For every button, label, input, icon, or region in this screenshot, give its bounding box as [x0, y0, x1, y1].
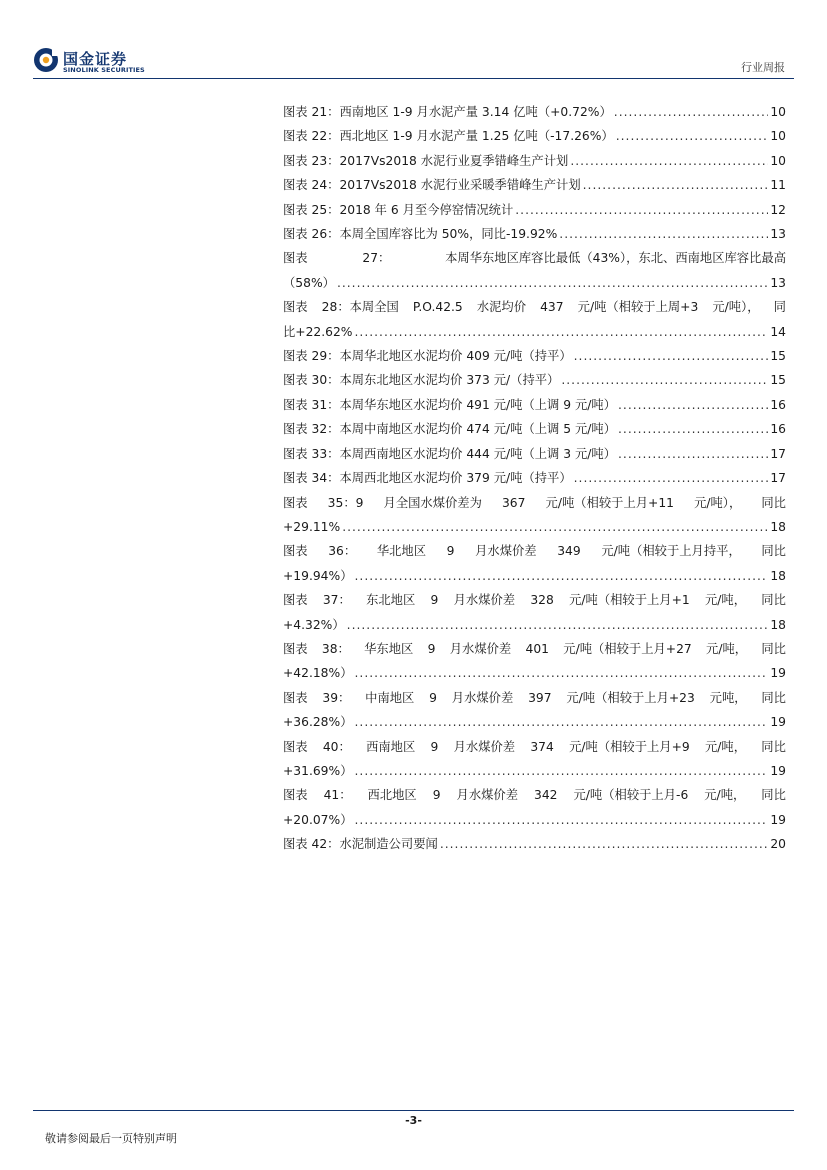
toc-entry-segment: 元吨，	[709, 690, 747, 705]
toc-entry-title: +36.28%）	[283, 715, 353, 730]
toc-entry-segment: 元/吨），	[712, 300, 760, 315]
toc-entry-first-line	[283, 637, 786, 661]
toc-entry-first-line	[283, 539, 786, 563]
toc-entry-segment: 月水煤价差	[449, 641, 512, 656]
toc-entry-segment: 元/吨），	[694, 495, 742, 510]
toc-leader-dots	[355, 759, 769, 783]
sinolink-logo-icon	[33, 46, 59, 74]
toc-leader-dots	[355, 710, 769, 734]
toc-page-number: 16	[770, 397, 786, 412]
toc-page-number: 20	[770, 837, 786, 852]
toc-page-number: 17	[770, 446, 786, 461]
toc-leader-dots	[614, 100, 769, 124]
toc-entry[interactable]	[283, 735, 786, 784]
toc-entry-segment: 9	[432, 788, 441, 803]
toc-entry-segment: 图表	[283, 739, 308, 754]
toc-entry-first-line	[283, 783, 786, 807]
toc-leader-dots	[440, 832, 769, 856]
toc-leader-dots	[561, 368, 768, 392]
toc-entry-title: 图表 34：本周西北地区水泥均价 379 元/吨（持平）	[283, 471, 572, 486]
toc-leader-dots	[616, 124, 769, 148]
toc-entry-segment: 同比	[761, 690, 786, 705]
toc-leader-dots	[337, 271, 768, 295]
toc-page-number: 10	[770, 153, 786, 168]
toc-entry-segment: 元/吨（相较于上月持平，	[601, 544, 741, 559]
toc-entry-segment: 本周华东地区库容比最低（43%），东北、西南地区库容比最高	[445, 251, 786, 266]
toc-entry-segment: 元/吨（相较于上月-6	[573, 788, 689, 803]
toc-entry-segment: P.O.42.5	[412, 300, 463, 315]
toc-entry[interactable]	[283, 783, 786, 832]
toc-entry-segment: 41：	[323, 788, 352, 803]
toc-entry-segment: 月水煤价差	[453, 739, 516, 754]
toc-entry-segment: 图表	[283, 641, 308, 656]
toc-page-number: 10	[770, 129, 786, 144]
toc-entry-segment: 349	[557, 544, 581, 559]
toc-entry[interactable]	[283, 173, 786, 197]
toc-page-number: 16	[770, 422, 786, 437]
toc-entry-segment: 华东地区	[364, 641, 414, 656]
toc-page-number: 12	[770, 202, 786, 217]
toc-entry-segment: 图表	[283, 544, 308, 559]
toc-entry-title: 图表 26：本周全国库容比为 50%，同比-19.92%	[283, 227, 558, 242]
toc-page-number: 19	[770, 715, 786, 730]
toc-entry-segment: 40：	[322, 739, 351, 754]
toc-page-number: 15	[770, 349, 786, 364]
toc-entry[interactable]	[283, 491, 786, 540]
toc-leader-dots	[618, 393, 768, 417]
toc-page-number: 19	[770, 666, 786, 681]
toc-entry-segment: 西北地区	[367, 788, 417, 803]
toc-leader-dots	[574, 344, 769, 368]
toc-entry[interactable]	[283, 442, 786, 466]
toc-entry-segment: 367	[501, 495, 526, 510]
toc-entry-segment: 东北地区	[366, 593, 416, 608]
toc-leader-dots	[583, 173, 769, 197]
toc-entry-segment: 同比	[761, 495, 786, 510]
toc-entry[interactable]	[283, 588, 786, 637]
toc-entry[interactable]	[283, 417, 786, 441]
toc-entry[interactable]	[283, 832, 786, 856]
toc-entry-title: 图表 25：2018 年 6 月至今停窑情况统计	[283, 202, 514, 217]
toc-entry-segment: 同比	[761, 788, 786, 803]
toc-page-number: 10	[770, 105, 786, 119]
toc-entry-title: +20.07%）	[283, 812, 353, 827]
toc-entry-segment: 9	[446, 544, 455, 559]
toc-entry-segment: 437	[540, 300, 564, 315]
toc-entry-segment: 元/吨（相较于上月+11	[545, 495, 674, 510]
toc-leader-dots	[347, 613, 769, 637]
toc-entry-segment: 同比	[761, 739, 786, 754]
toc-page-number: 13	[770, 275, 786, 290]
toc-entry-segment: 元/吨（相较于上月+23	[566, 690, 695, 705]
toc-entry-segment: 同比	[761, 544, 786, 559]
toc-entry-segment: 西南地区	[366, 739, 416, 754]
toc-entry[interactable]	[283, 222, 786, 246]
toc-entry-title: +4.32%）	[283, 617, 345, 632]
toc-entry-title: 图表 33：本周西南地区水泥均价 444 元/吨（上调 3 元/吨）	[283, 446, 617, 461]
toc-entry-segment: 元/吨（相较于上月+1	[569, 593, 690, 608]
toc-page-number: 14	[770, 324, 786, 339]
toc-entry[interactable]	[283, 149, 786, 173]
toc-entry-segment: 374	[530, 739, 554, 754]
toc-entry[interactable]	[283, 686, 786, 735]
toc-entry-first-line	[283, 246, 786, 270]
toc-entry[interactable]	[283, 393, 786, 417]
toc-page-number: 18	[770, 617, 786, 632]
toc-entry-segment: 图表	[283, 690, 308, 705]
toc-entry-segment: 元/吨（相较于上月+9	[569, 739, 690, 754]
toc-page-number: 11	[770, 178, 786, 193]
toc-entry-segment: 月水煤价差	[475, 544, 537, 559]
toc-entry-first-line	[283, 686, 786, 710]
toc-entry-title: 图表 24：2017Vs2018 水泥行业采暖季错峰生产计划	[283, 178, 581, 193]
toc-entry[interactable]	[283, 539, 786, 588]
toc-leader-dots	[342, 515, 768, 539]
toc-entry-segment: 元/吨（相较于上月+27	[563, 641, 692, 656]
toc-page-number: 17	[770, 471, 786, 486]
toc-entry-segment: 华北地区	[376, 544, 427, 559]
footer-divider	[33, 1110, 794, 1111]
toc-entry-title: 图表 29：本周华北地区水泥均价 409 元/吨（持平）	[283, 349, 572, 364]
toc-entry-segment: 图表	[283, 300, 308, 315]
toc-entry-segment: 同比	[761, 641, 786, 656]
toc-leader-dots	[618, 442, 768, 466]
toc-entry-segment: 9	[430, 739, 439, 754]
toc-entry-segment: 27：	[362, 251, 391, 266]
toc-entry-segment: 元/吨，	[704, 788, 746, 803]
report-type-label: 行业周报	[741, 61, 785, 74]
toc-entry-segment: 月水煤价差	[451, 690, 514, 705]
toc-entry-segment: 图表	[283, 593, 308, 608]
toc-entry-title: 图表 42：水泥制造公司要闻	[283, 837, 438, 852]
page-number: -3-	[405, 1114, 422, 1127]
toc-page-number: 19	[770, 812, 786, 827]
toc-entry-title: 比+22.62%	[283, 324, 353, 339]
toc-entry-segment: 328	[530, 593, 554, 608]
toc-entry[interactable]	[283, 100, 786, 124]
toc-entry-segment: 水泥均价	[476, 300, 527, 315]
toc-entry-first-line	[283, 735, 786, 759]
toc-entry-first-line	[283, 491, 786, 515]
header-divider	[33, 78, 794, 79]
toc-entry[interactable]	[283, 368, 786, 392]
toc-entry-segment: 37：	[322, 593, 351, 608]
toc-entry-title: 图表 21：西南地区 1-9 月水泥产量 3.14 亿吨（+0.72%）	[283, 105, 612, 119]
toc-leader-dots	[559, 222, 768, 246]
toc-entry-segment: 图表	[283, 251, 308, 266]
toc-leader-dots	[574, 466, 769, 490]
toc-leader-dots	[515, 198, 768, 222]
toc-page-number: 19	[770, 763, 786, 778]
toc-page-number: 18	[770, 568, 786, 583]
toc-entry-segment: 401	[525, 641, 549, 656]
toc-entry-segment: 342	[534, 788, 558, 803]
toc-entry-segment: 月水煤价差	[453, 593, 516, 608]
toc-entry[interactable]	[283, 466, 786, 490]
toc-entry-segment: 同比	[761, 593, 786, 608]
toc-entry-title: +42.18%）	[283, 666, 353, 681]
toc-entry-segment: 图表	[283, 788, 308, 803]
toc-entry-first-line	[283, 295, 786, 319]
toc-entry-first-line	[283, 588, 786, 612]
toc-leader-dots	[355, 661, 769, 685]
toc-entry-segment: 同	[773, 300, 786, 315]
toc-leader-dots	[570, 149, 768, 173]
toc-entry-title: 图表 23：2017Vs2018 水泥行业夏季错峰生产计划	[283, 153, 569, 168]
disclaimer-note: 敬请参阅最后一页特别声明	[45, 1132, 177, 1145]
toc-entry-segment: 39：	[322, 690, 351, 705]
toc-entry-segment: 397	[528, 690, 552, 705]
toc-entry-title: +31.69%）	[283, 763, 353, 778]
toc-page-number: 18	[770, 519, 786, 534]
toc-entry-segment: 38：	[321, 641, 350, 656]
table-of-figures	[283, 100, 786, 857]
toc-leader-dots	[618, 417, 768, 441]
toc-entry-segment: 月水煤价差	[456, 788, 519, 803]
toc-entry-title: 图表 32：本周中南地区水泥均价 474 元/吨（上调 5 元/吨）	[283, 422, 617, 437]
toc-entry-segment: 9	[429, 690, 437, 705]
toc-entry[interactable]	[283, 198, 786, 222]
toc-entry-segment: 元/吨（相较于上周+3	[577, 300, 699, 315]
toc-entry-title: （58%）	[283, 275, 335, 290]
logo-english-name: SINOLINK SECURITIES	[63, 66, 145, 74]
toc-leader-dots	[355, 564, 769, 588]
toc-page-number: 13	[770, 227, 786, 242]
toc-entry-segment: 中南地区	[365, 690, 415, 705]
toc-entry-segment: 元/吨，	[706, 641, 748, 656]
toc-entry-segment: 28：本周全国	[321, 300, 399, 315]
toc-entry[interactable]	[283, 246, 786, 295]
toc-entry-segment: 36：	[328, 544, 357, 559]
toc-entry-segment: 元/吨，	[704, 739, 747, 754]
toc-entry[interactable]	[283, 295, 786, 344]
toc-entry[interactable]	[283, 344, 786, 368]
toc-leader-dots	[355, 808, 769, 832]
toc-leader-dots	[355, 320, 769, 344]
toc-entry-segment: 9	[427, 641, 436, 656]
logo-chinese-name: 国金证券	[63, 50, 128, 68]
toc-entry[interactable]	[283, 637, 786, 686]
toc-entry-title: +29.11%	[283, 519, 341, 534]
toc-page-number: 15	[770, 373, 786, 388]
toc-entry-segment: 35：9	[327, 495, 364, 510]
toc-entry-title: 图表 30：本周东北地区水泥均价 373 元/（持平）	[283, 373, 560, 388]
toc-entry-segment: 图表	[283, 495, 308, 510]
toc-entry-segment: 月全国水煤价差为	[383, 495, 482, 510]
toc-entry-title: +19.94%）	[283, 568, 353, 583]
toc-entry[interactable]	[283, 124, 786, 148]
toc-entry-title: 图表 31：本周华东地区水泥均价 491 元/吨（上调 9 元/吨）	[283, 397, 617, 412]
toc-entry-segment: 9	[430, 593, 439, 608]
toc-entry-title: 图表 22：西北地区 1-9 月水泥产量 1.25 亿吨（-17.26%）	[283, 129, 614, 144]
page-header	[0, 0, 827, 80]
toc-entry-segment: 元/吨，	[704, 593, 747, 608]
